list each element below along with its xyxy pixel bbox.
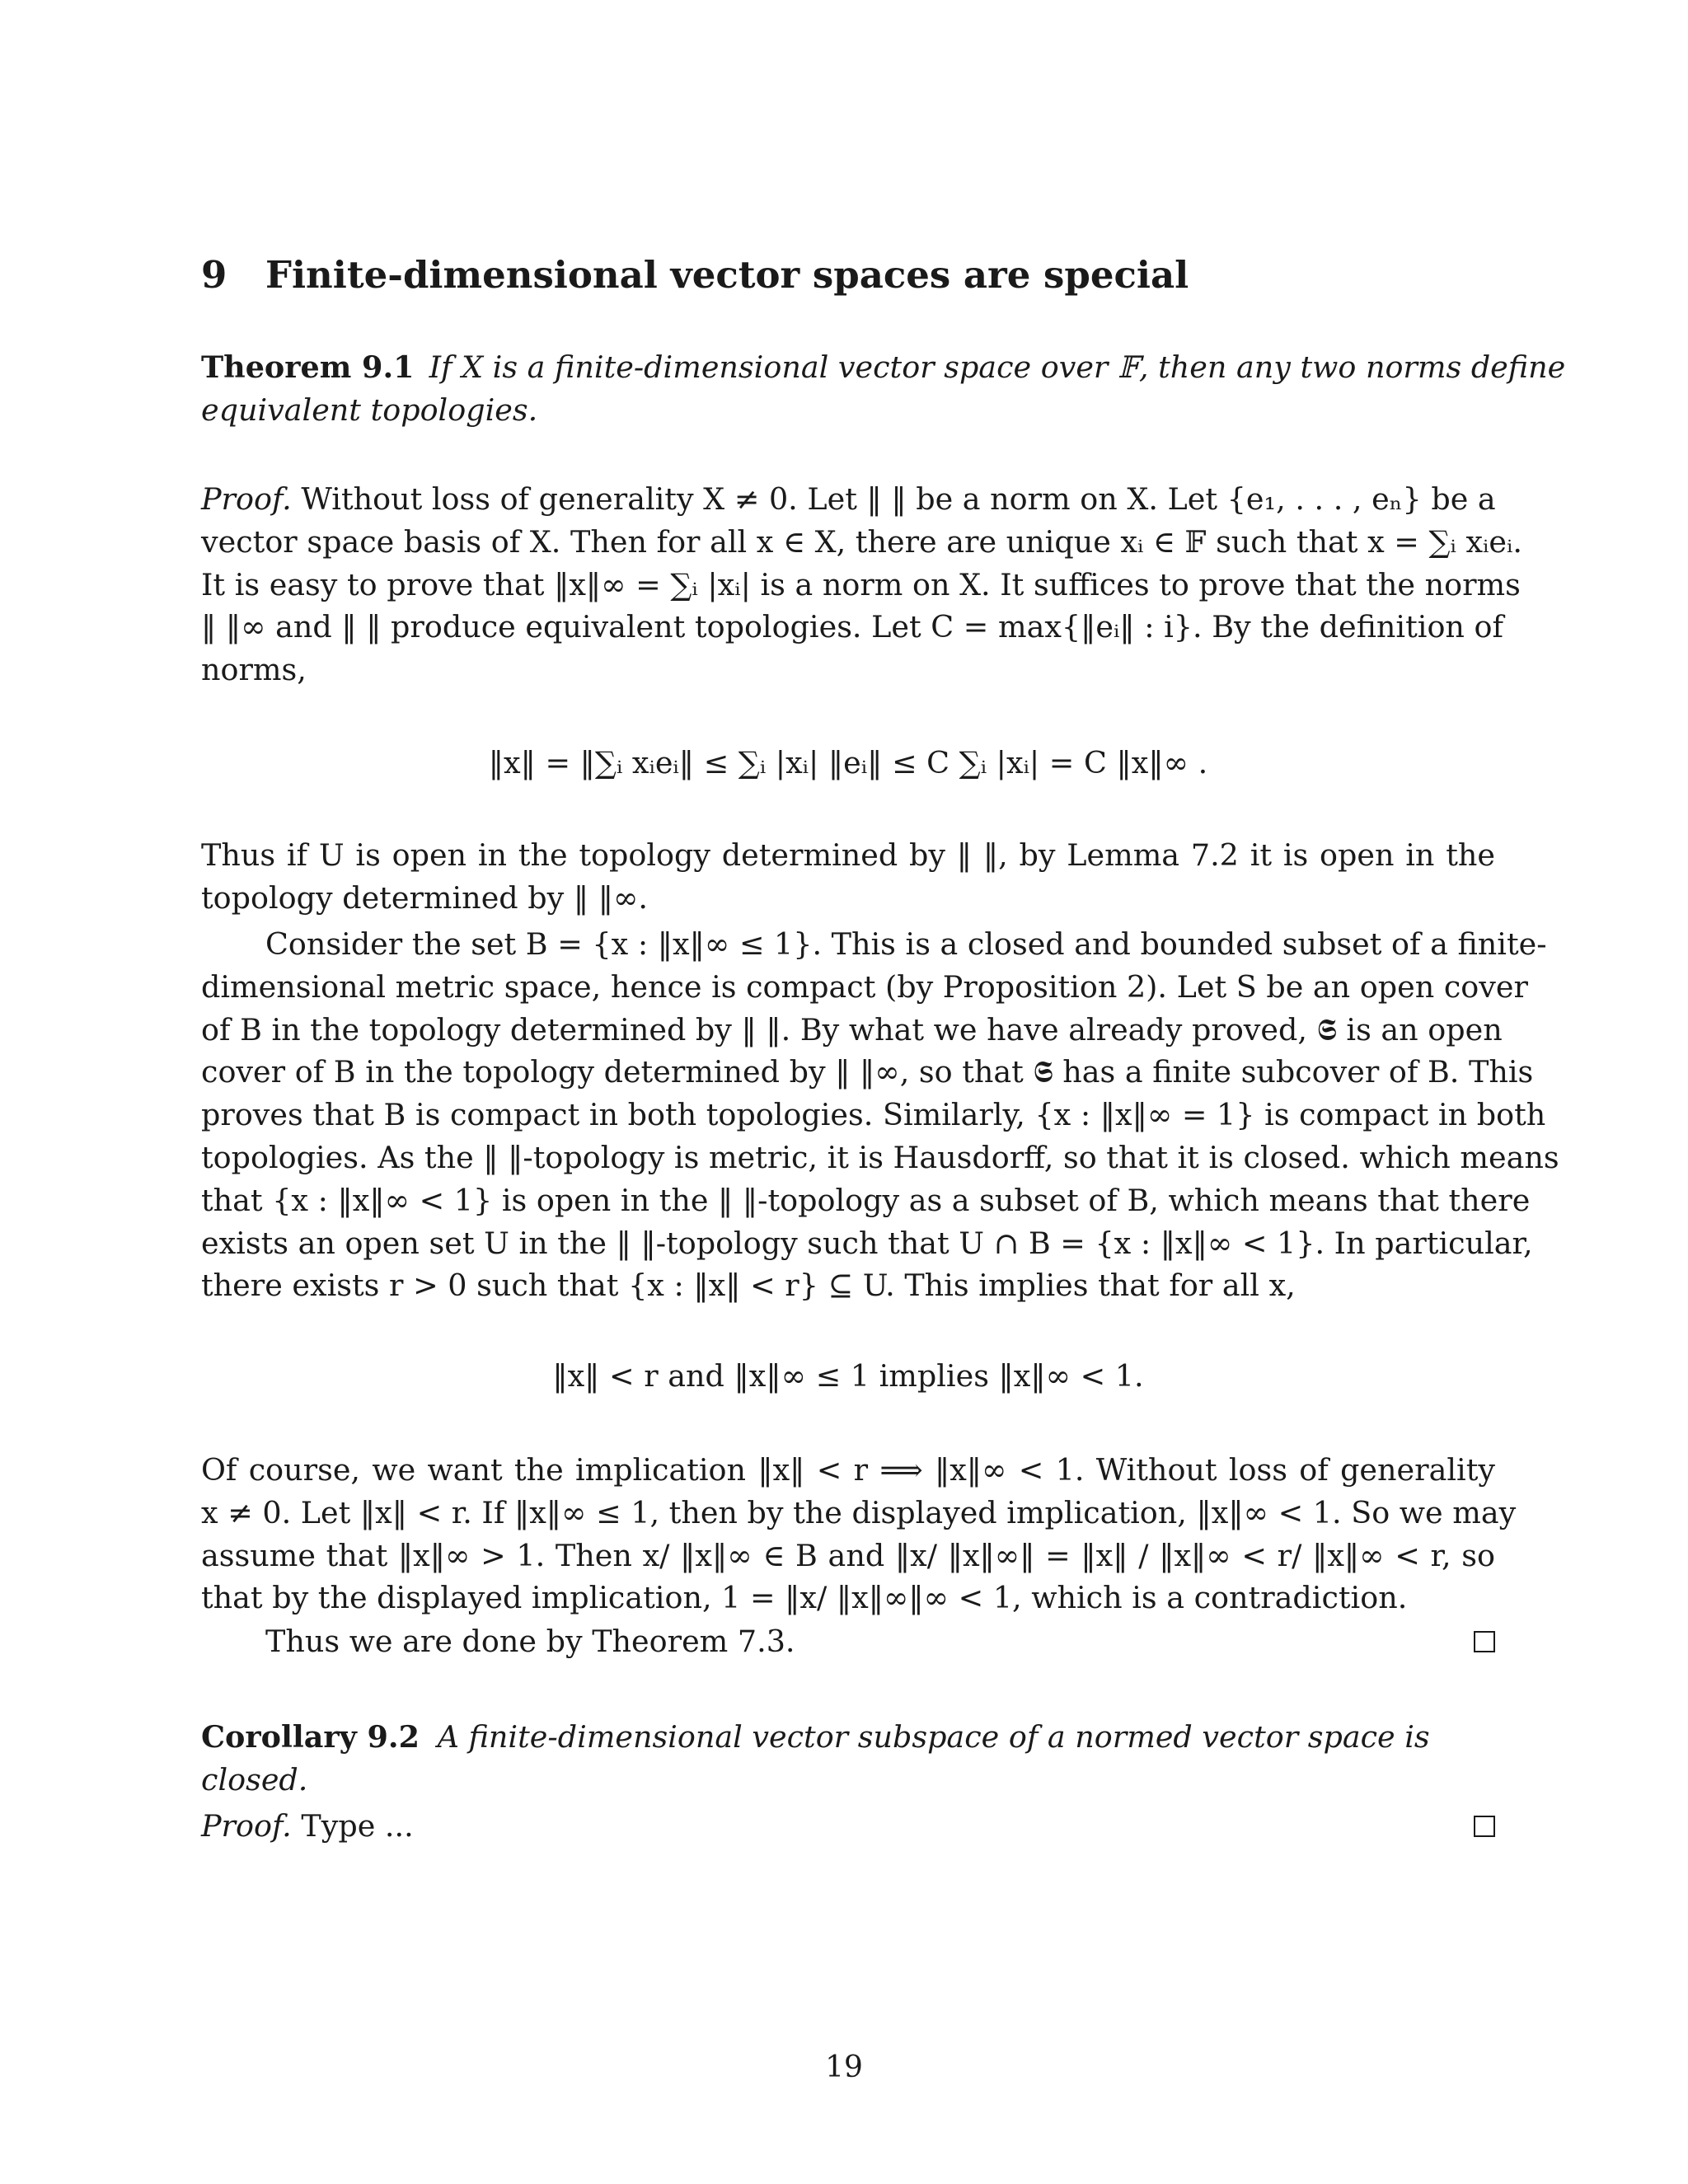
proof-line-1 [201, 478, 1495, 521]
theorem-statement: If X is a finite-dimensional vector space over 𝔽, then any two norms define [429, 349, 1566, 385]
para3-line-2: dimensional metric space, hence is compact (by Proposition 2). Let S be an open cover [201, 968, 1528, 1005]
proof-line-5: norms, [201, 652, 307, 688]
para2-line-2: topology determined by ‖ ‖∞. [201, 879, 648, 916]
proof2-label: Proof. [201, 1808, 292, 1844]
corollary-label: Corollary 9.2 [201, 1719, 420, 1755]
proof-9-1-para-4 [201, 1449, 1517, 1619]
norm-inequality: ‖x‖ = ‖∑ᵢ xᵢeᵢ‖ ≤ ∑ᵢ |xᵢ| ‖eᵢ‖ ≤ C ∑ᵢ |xᵢ| = C ‖x‖∞ . [488, 745, 1208, 780]
qed-box [1474, 1816, 1495, 1837]
display-equation-2 [201, 1355, 1495, 1398]
proof-text: Without loss of generality X ≠ 0. Let ‖ ‖ be a norm on X. Let {e₁, . . . , eₙ} be a [301, 481, 1496, 517]
proof2-text: Type ... [301, 1808, 414, 1844]
proof-9-1-para-5 [201, 1620, 1495, 1663]
proof-9-1-para-2 [201, 834, 1495, 920]
para4-line-3: assume that ‖x‖∞ > 1. Then x/ ‖x‖∞ ∈ B and ‖x/ ‖x‖∞‖ = ‖x‖ / ‖x‖∞ < r/ ‖x‖∞ < r, so [201, 1537, 1495, 1573]
proof-line-4: ‖ ‖∞ and ‖ ‖ produce equivalent topologies. Let C = max{‖eᵢ‖ : i}. By the definition of [201, 609, 1504, 645]
para3-line-1: Consider the set B = {x : ‖x‖∞ ≤ 1}. This is a closed and bounded subset of a finite- [265, 926, 1547, 962]
proof-9-1-para-1 [201, 478, 1522, 691]
para4-line-1: Of course, we want the implication ‖x‖ < r ⟹ ‖x‖∞ < 1. Without loss of generality [201, 1452, 1495, 1488]
section-heading [201, 252, 1495, 298]
theorem-line-2: equivalent topologies. [201, 391, 538, 428]
para3-line-8: exists an open set U in the ‖ ‖-topology such that U ∩ B = {x : ‖x‖∞ < 1}. In particular, [201, 1225, 1533, 1261]
para3-line-7: that {x : ‖x‖∞ < 1} is open in the ‖ ‖-topology as a subset of B, which means that there [201, 1182, 1531, 1218]
theorem-text-line-1 [429, 346, 1566, 389]
theorem-label: Theorem 9.1 [201, 349, 415, 385]
theorem-line-1 [201, 346, 1566, 389]
proof-9-2 [201, 1805, 1495, 1848]
para4-line-2: x ≠ 0. Let ‖x‖ < r. If ‖x‖∞ ≤ 1, then by the displayed implication, ‖x‖∞ < 1. So we may [201, 1494, 1517, 1530]
para3-line-6: topologies. As the ‖ ‖-topology is metric, it is Hausdorff, so that it is closed. which means [201, 1139, 1559, 1175]
displayed-implication: ‖x‖ < r and ‖x‖∞ ≤ 1 implies ‖x‖∞ < 1. [552, 1358, 1144, 1394]
para3-line-3: of B in the topology determined by ‖ ‖. By what we have already proved, 𝕾 is an open [201, 1011, 1503, 1047]
section-title: Finite-dimensional vector spaces are special [265, 253, 1189, 297]
para4-line-4: that by the displayed implication, 1 = ‖x/ ‖x‖∞‖∞ < 1, which is a contradiction. [201, 1580, 1408, 1616]
proof-label: Proof. [201, 481, 292, 517]
proof-line-3: It is easy to prove that ‖x‖∞ = ∑ᵢ |xᵢ| is a norm on X. It suffices to prove that the norms [201, 566, 1521, 602]
display-equation-1 [201, 742, 1495, 785]
corollary-statement: A finite-dimensional vector subspace of a normed vector space is closed. [201, 1719, 1430, 1797]
para2-line-1: Thus if U is open in the topology determined by ‖ ‖, by Lemma 7.2 it is open in the [201, 837, 1495, 873]
corollary-9-2 [201, 1716, 1495, 1802]
para3-line-5: proves that B is compact in both topologies. Similarly, {x : ‖x‖∞ = 1} is compact in both [201, 1097, 1546, 1133]
section-number: 9 [201, 253, 227, 297]
para3-line-9: there exists r > 0 such that {x : ‖x‖ < r} ⊆ U. This implies that for all x, [201, 1268, 1296, 1304]
qed-box [1474, 1631, 1495, 1652]
para3-line-4: cover of B in the topology determined by ‖ ‖∞, so that 𝕾 has a finite subcover of B. This [201, 1054, 1534, 1090]
para5-line: Thus we are done by Theorem 7.3. [265, 1624, 795, 1659]
page-number: 19 [825, 2050, 863, 2084]
proof-line-2: vector space basis of X. Then for all x ∈ X, there are unique xᵢ ∈ 𝔽 such that x = ∑ᵢ xᵢeᵢ. [201, 523, 1522, 560]
proof-9-1-para-3 [201, 923, 1559, 1307]
theorem-9-1 [201, 346, 1566, 432]
